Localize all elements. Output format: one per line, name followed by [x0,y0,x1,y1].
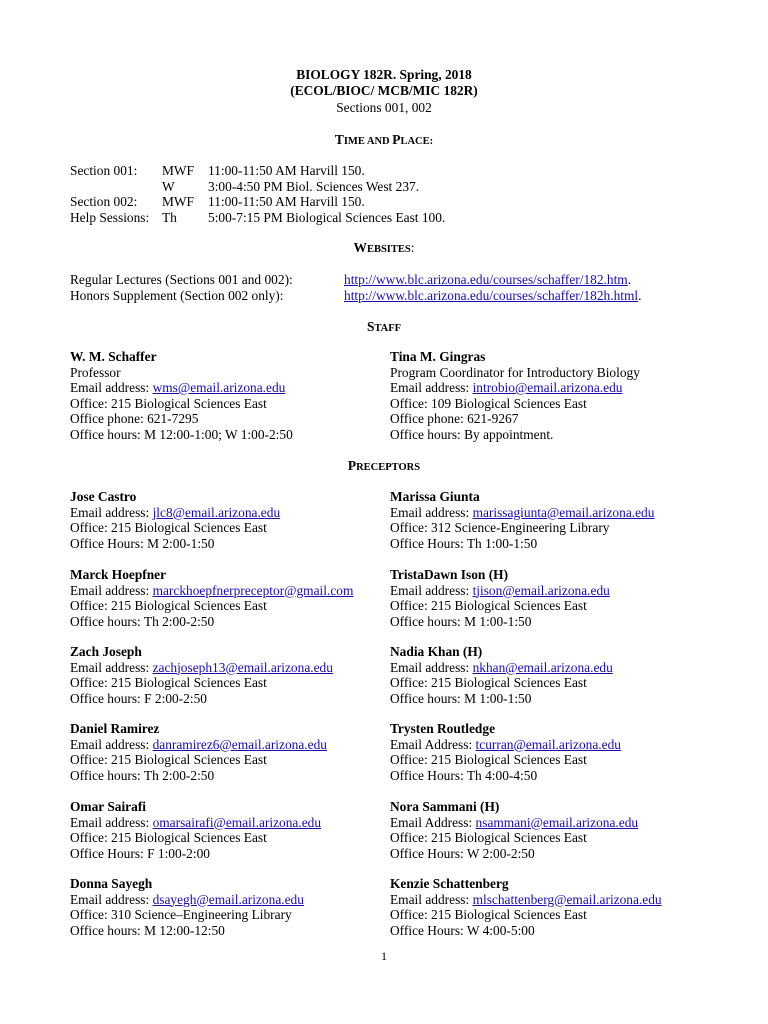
staff-email-line: Email address: introbio@email.arizona.edu [390,380,623,395]
preceptor-email-line: Email address: marckhoepfnerpreceptor@gmail.com [70,582,354,598]
preceptor-hours: Office Hours: F 1:00-2:00 [70,845,210,861]
preceptor-office: Office: 215 Biological Sciences East [390,752,587,767]
preceptor-office: Office: 215 Biological Sciences East [390,830,587,845]
preceptor-email-link[interactable]: jlc8@email.arizona.edu [152,504,281,520]
website-entry: http://www.blc.arizona.edu/courses/schaffer/182.htm. [344,272,632,287]
staff-hours: Office hours: By appointment. [390,426,554,442]
preceptor-office: Office: 215 Biological Sciences East [70,675,267,690]
schedule-label: Help Sessions: [70,210,150,225]
preceptor-email-link[interactable]: marckhoepfnerpreceptor@gmail.com [152,582,354,598]
schedule-days: MWF [162,163,194,178]
staff-name: Tina M. Gingras [390,349,486,364]
preceptor-office: Office: 310 Science–Engineering Library [70,907,292,922]
preceptor-card [390,876,662,938]
honors-supplement-link[interactable]: http://www.blc.arizona.edu/courses/schaffer/182h.html [344,288,639,303]
staff-office: Office: 215 Biological Sciences East [70,395,267,411]
preceptor-office: Office: 215 Biological Sciences East [70,520,267,535]
preceptor-email-line: Email address: omarsairafi@email.arizona.edu [70,814,322,830]
preceptor-card [70,489,280,551]
preceptor-office: Office: 215 Biological Sciences East [70,752,267,767]
preceptor-hours: Office Hours: M 2:00-1:50 [70,535,215,551]
schedule-label: Section 002: [70,194,138,209]
schedule-detail: 11:00-11:50 AM Harvill 150. [208,163,365,178]
preceptor-email-line: Email address: nkhan@email.arizona.edu [390,659,613,675]
preceptor-email-link[interactable]: omarsairafi@email.arizona.edu [152,814,322,830]
staff-email-link[interactable]: introbio@email.arizona.edu [472,380,623,395]
preceptor-email-line: Email address: marissagiunta@email.arizona.edu [390,504,655,520]
preceptor-office: Office: 312 Science-Engineering Library [390,520,610,535]
websites-heading: WEBSITES: [353,240,415,255]
staff-card-professor [70,349,293,442]
staff-hours: Office hours: M 12:00-1:00; W 1:00-2:50 [70,426,293,442]
schedule-label: Section 001: [70,163,138,178]
staff-phone: Office phone: 621-7295 [70,411,199,426]
preceptor-name: Marissa Giunta [390,489,480,504]
staff-heading: STAFF [366,319,402,334]
preceptor-name: Zach Joseph [70,644,142,659]
preceptor-email-link[interactable]: mlschattenberg@email.arizona.edu [472,891,662,907]
preceptor-name: Donna Sayegh [70,876,153,891]
staff-title: Program Coordinator for Introductory Biology [390,364,640,380]
preceptor-name: Marck Hoepfner [70,567,167,582]
preceptor-hours: Office Hours: W 4:00-5:00 [390,922,535,938]
staff-email-link[interactable]: wms@email.arizona.edu [152,380,286,395]
preceptor-name: Omar Sairafi [70,799,146,814]
preceptor-hours: Office hours: Th 2:00-2:50 [70,767,215,783]
preceptor-card [70,876,304,938]
schedule-detail: 11:00-11:50 AM Harvill 150. [208,194,365,209]
time-place-heading: TIME AND PLACE: [334,132,434,147]
course-title: BIOLOGY 182R. Spring, 2018 [296,67,472,82]
preceptor-hours: Office Hours: Th 1:00-1:50 [390,535,538,551]
preceptor-office: Office: 215 Biological Sciences East [390,675,587,690]
preceptor-name: Jose Castro [70,489,137,504]
preceptor-email-link[interactable]: zachjoseph13@email.arizona.edu [152,659,333,675]
preceptor-name: Trysten Routledge [390,721,496,736]
preceptor-hours: Office hours: M 1:00-1:50 [390,613,532,629]
preceptor-card [70,721,327,783]
preceptor-name: Nora Sammani (H) [390,799,500,814]
schedule-days: W [162,179,175,194]
preceptor-email-line: Email address: tjison@email.arizona.edu [390,582,610,598]
preceptor-email-link[interactable]: tcurran@email.arizona.edu [475,736,621,752]
preceptor-hours: Office hours: Th 2:00-2:50 [70,613,215,629]
staff-phone: Office phone: 621-9267 [390,411,519,426]
course-sections: Sections 001, 002 [336,100,432,115]
preceptor-email-line: Email Address: tcurran@email.arizona.edu [390,736,621,752]
preceptor-email-line: Email address: jlc8@email.arizona.edu [70,504,281,520]
preceptor-hours: Office hours: M 12:00-12:50 [70,922,225,938]
preceptor-card [390,489,654,551]
schedule-detail: 5:00-7:15 PM Biological Sciences East 100. [208,210,446,225]
regular-lectures-link[interactable]: http://www.blc.arizona.edu/courses/schaffer/182.htm [344,272,628,287]
page-number: 1 [381,949,387,963]
preceptor-email-line: Email address: dsayegh@email.arizona.edu [70,891,304,907]
staff-office: Office: 109 Biological Sciences East [390,395,587,411]
staff-card-coordinator [390,349,640,442]
preceptor-hours: Office Hours: W 2:00-2:50 [390,845,535,861]
preceptor-email-line: Email address: zachjoseph13@email.arizona.edu [70,659,333,675]
staff-title: Professor [70,364,121,380]
preceptors-heading: PRECEPTORS [347,458,421,473]
preceptor-hours: Office hours: M 1:00-1:50 [390,690,532,706]
preceptor-office: Office: 215 Biological Sciences East [390,907,587,922]
preceptor-email-link[interactable]: nkhan@email.arizona.edu [472,659,613,675]
preceptor-name: Nadia Khan (H) [390,644,483,659]
staff-name: W. M. Schaffer [70,349,157,364]
preceptor-hours: Office Hours: Th 4:00-4:50 [390,767,538,783]
preceptor-office: Office: 215 Biological Sciences East [390,598,587,613]
preceptor-email-link[interactable]: marissagiunta@email.arizona.edu [472,504,655,520]
preceptor-email-line: Email address: danramirez6@email.arizona.edu [70,736,327,752]
preceptor-office: Office: 215 Biological Sciences East [70,598,267,613]
preceptor-hours: Office hours: F 2:00-2:50 [70,690,207,706]
preceptor-office: Office: 215 Biological Sciences East [70,830,267,845]
preceptor-card [390,721,621,783]
schedule-days: Th [162,210,177,225]
preceptor-name: TristaDawn Ison (H) [390,567,509,582]
schedule-detail: 3:00-4:50 PM Biol. Sciences West 237. [208,179,420,194]
preceptor-card [70,799,321,861]
preceptor-email-link[interactable]: danramirez6@email.arizona.edu [152,736,327,752]
preceptor-email-link[interactable]: tjison@email.arizona.edu [472,582,610,598]
preceptor-card [390,644,613,706]
schedule-days: MWF [162,194,194,209]
website-entry: http://www.blc.arizona.edu/courses/schaffer/182h.html. [344,288,642,303]
website-label: Regular Lectures (Sections 001 and 002): [70,272,293,287]
preceptor-card [390,799,638,861]
website-label: Honors Supplement (Section 002 only): [70,288,284,303]
preceptor-name: Daniel Ramirez [70,721,160,736]
course-crosslist: (ECOL/BIOC/ MCB/MIC 182R) [290,83,478,98]
preceptor-card [70,567,353,629]
preceptor-email-link[interactable]: nsammani@email.arizona.edu [475,814,639,830]
preceptor-email-line: Email address: mlschattenberg@email.arizona.edu [390,891,662,907]
preceptor-card [70,644,333,706]
preceptor-email-link[interactable]: dsayegh@email.arizona.edu [152,891,304,907]
preceptor-name: Kenzie Schattenberg [390,876,509,891]
preceptor-card [390,567,610,629]
staff-email-line: Email address: wms@email.arizona.edu [70,380,286,395]
preceptor-email-line: Email Address: nsammani@email.arizona.edu [390,814,639,830]
